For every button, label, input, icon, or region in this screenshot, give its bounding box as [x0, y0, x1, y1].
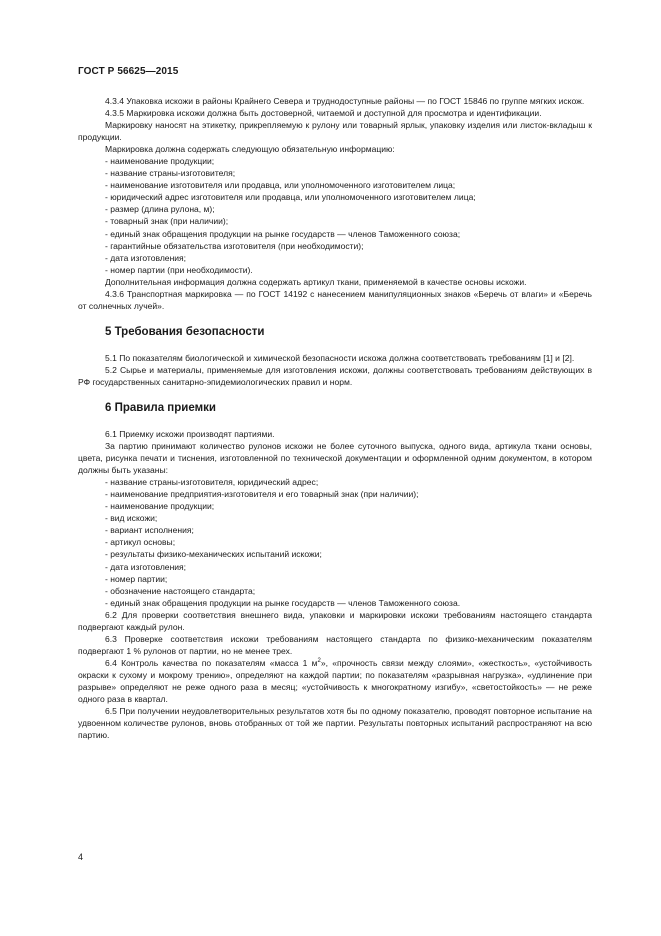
superscript-2: 2	[317, 658, 321, 665]
paragraph-4-3-6: 4.3.6 Транспортная маркировка — по ГОСТ 14192 с нанесением манипуляционных знаков «Беречь от влаги» и «Беречь от солнечных лучей».	[78, 288, 592, 311]
page-number: 4	[78, 852, 84, 862]
list-item: - наименование продукции;	[105, 156, 215, 167]
list-item: - товарный знак (при наличии);	[105, 216, 229, 227]
paragraph-4-3-5-labeling: Маркировку наносят на этикетку, прикрепляемую к рулону или товарный ярлык, упаковку изделия или листок-вкладыш к продукции.	[78, 120, 592, 143]
paragraph-4-3-5-required: Маркировка должна содержать следующую обязательную информацию:	[105, 144, 395, 155]
list-item: - обозначение настоящего стандарта;	[105, 585, 256, 596]
list-item: - наименование изготовителя или продавца, или уполномоченного изготовителем лица;	[105, 180, 456, 191]
document-header: ГОСТ Р 56625—2015	[78, 66, 179, 77]
paragraph-6-4-part-b: », «прочность связи между слоями», «жесткость», «устойчивость окраски к сухому и мокрому трению», определяют на каждой партии; по показателям «разрывная нагрузка», «удлинение при разрыве» определяют не реже одного раза в месяц; «устойчивость к многократному изгибу», «светостойкость» — не реже одного раза в квартал.	[78, 657, 592, 705]
list-item: - юридический адрес изготовителя или продавца, или уполномоченного изготовителем лица;	[105, 192, 476, 203]
paragraph-5-2: 5.2 Сырье и материалы, применяемые для изготовления искожи, должны соответствовать требованиям действующих в РФ государственных санитарно-эпидемиологических правил и норм.	[78, 364, 592, 387]
paragraph-6-1: 6.1 Приемку искожи производят партиями.	[105, 428, 275, 439]
paragraph-6-5: 6.5 При получении неудовлетворительных результатов хотя бы по одному показателю, проводят повторное испытание на удвоенном количестве рулонов, вновь отобранных от той же партии. Результаты повторных испытаний распространяют на всю партию.	[78, 706, 592, 741]
list-item: - дата изготовления;	[105, 561, 187, 572]
list-item: - вид искожи;	[105, 513, 158, 524]
paragraph-4-3-4: 4.3.4 Упаковка искожи в районы Крайнего Севера и труднодоступные районы — по ГОСТ 15846 по группе мягких искож.	[105, 96, 585, 106]
paragraph-6-4-part-a: 6.4 Контроль качества по показателям «масса 1 м	[105, 657, 318, 668]
list-item: - размер (длина рулона, м);	[105, 204, 215, 215]
list-item: - дата изготовления;	[105, 252, 187, 263]
batch-document-list	[78, 476, 592, 609]
section-6-heading: 6 Правила приемки	[105, 401, 216, 414]
list-item: - результаты физико-механических испытаний искожи;	[105, 549, 322, 560]
paragraph-4-3-5-additional: Дополнительная информация должна содержать артикул ткани, применяемой в качестве основы искожи.	[105, 276, 527, 287]
paragraph-6-2: 6.2 Для проверки соответствия внешнего вида, упаковки и маркировки искожи требованиям настоящего стандарта подвергают каждый рулон.	[78, 609, 592, 632]
required-info-list	[78, 155, 592, 275]
paragraph-4-3-5: 4.3.5 Маркировка искожи должна быть достоверной, читаемой и доступной для просмотра и идентификации.	[105, 108, 542, 119]
section-5-heading: 5 Требования безопасности	[105, 325, 265, 338]
list-item: - номер партии (при необходимости).	[105, 264, 253, 275]
list-item: - артикул основы;	[105, 537, 176, 548]
paragraph-6-4	[78, 657, 592, 705]
list-item: - вариант исполнения;	[105, 525, 194, 536]
list-item: - гарантийные обязательства изготовителя (при необходимости);	[105, 240, 364, 251]
paragraph-5-1: 5.1 По показателям биологической и химической безопасности искожа должна соответствовать требованиям [1] и [2].	[105, 352, 575, 363]
paragraph-6-1-batch: За партию принимают количество рулонов искожи не более суточного выпуска, одного вида, артикула ткани основы, цвета, рисунка печати и тиснения, изготовленной по технической документации и оформленной одним документом, в котором должны быть указаны:	[78, 441, 592, 476]
document-body	[78, 95, 592, 741]
list-item: - наименование продукции;	[105, 501, 215, 512]
list-item: - название страны-изготовителя, юридический адрес;	[105, 477, 319, 488]
list-item: - номер партии;	[105, 573, 168, 584]
list-item: - единый знак обращения продукции на рынке государств — членов Таможенного союза.	[105, 597, 461, 608]
paragraph-6-3: 6.3 Проверке соответствия искожи требованиям настоящего стандарта по физико-механическим показателям подвергают 1 % рулонов от партии, но не менее трех.	[78, 633, 592, 656]
list-item: - название страны-изготовителя;	[105, 168, 236, 179]
list-item: - наименование предприятия-изготовителя и его товарный знак (при наличии);	[105, 489, 419, 500]
list-item: - единый знак обращения продукции на рынке государств — членов Таможенного союза;	[105, 228, 461, 239]
